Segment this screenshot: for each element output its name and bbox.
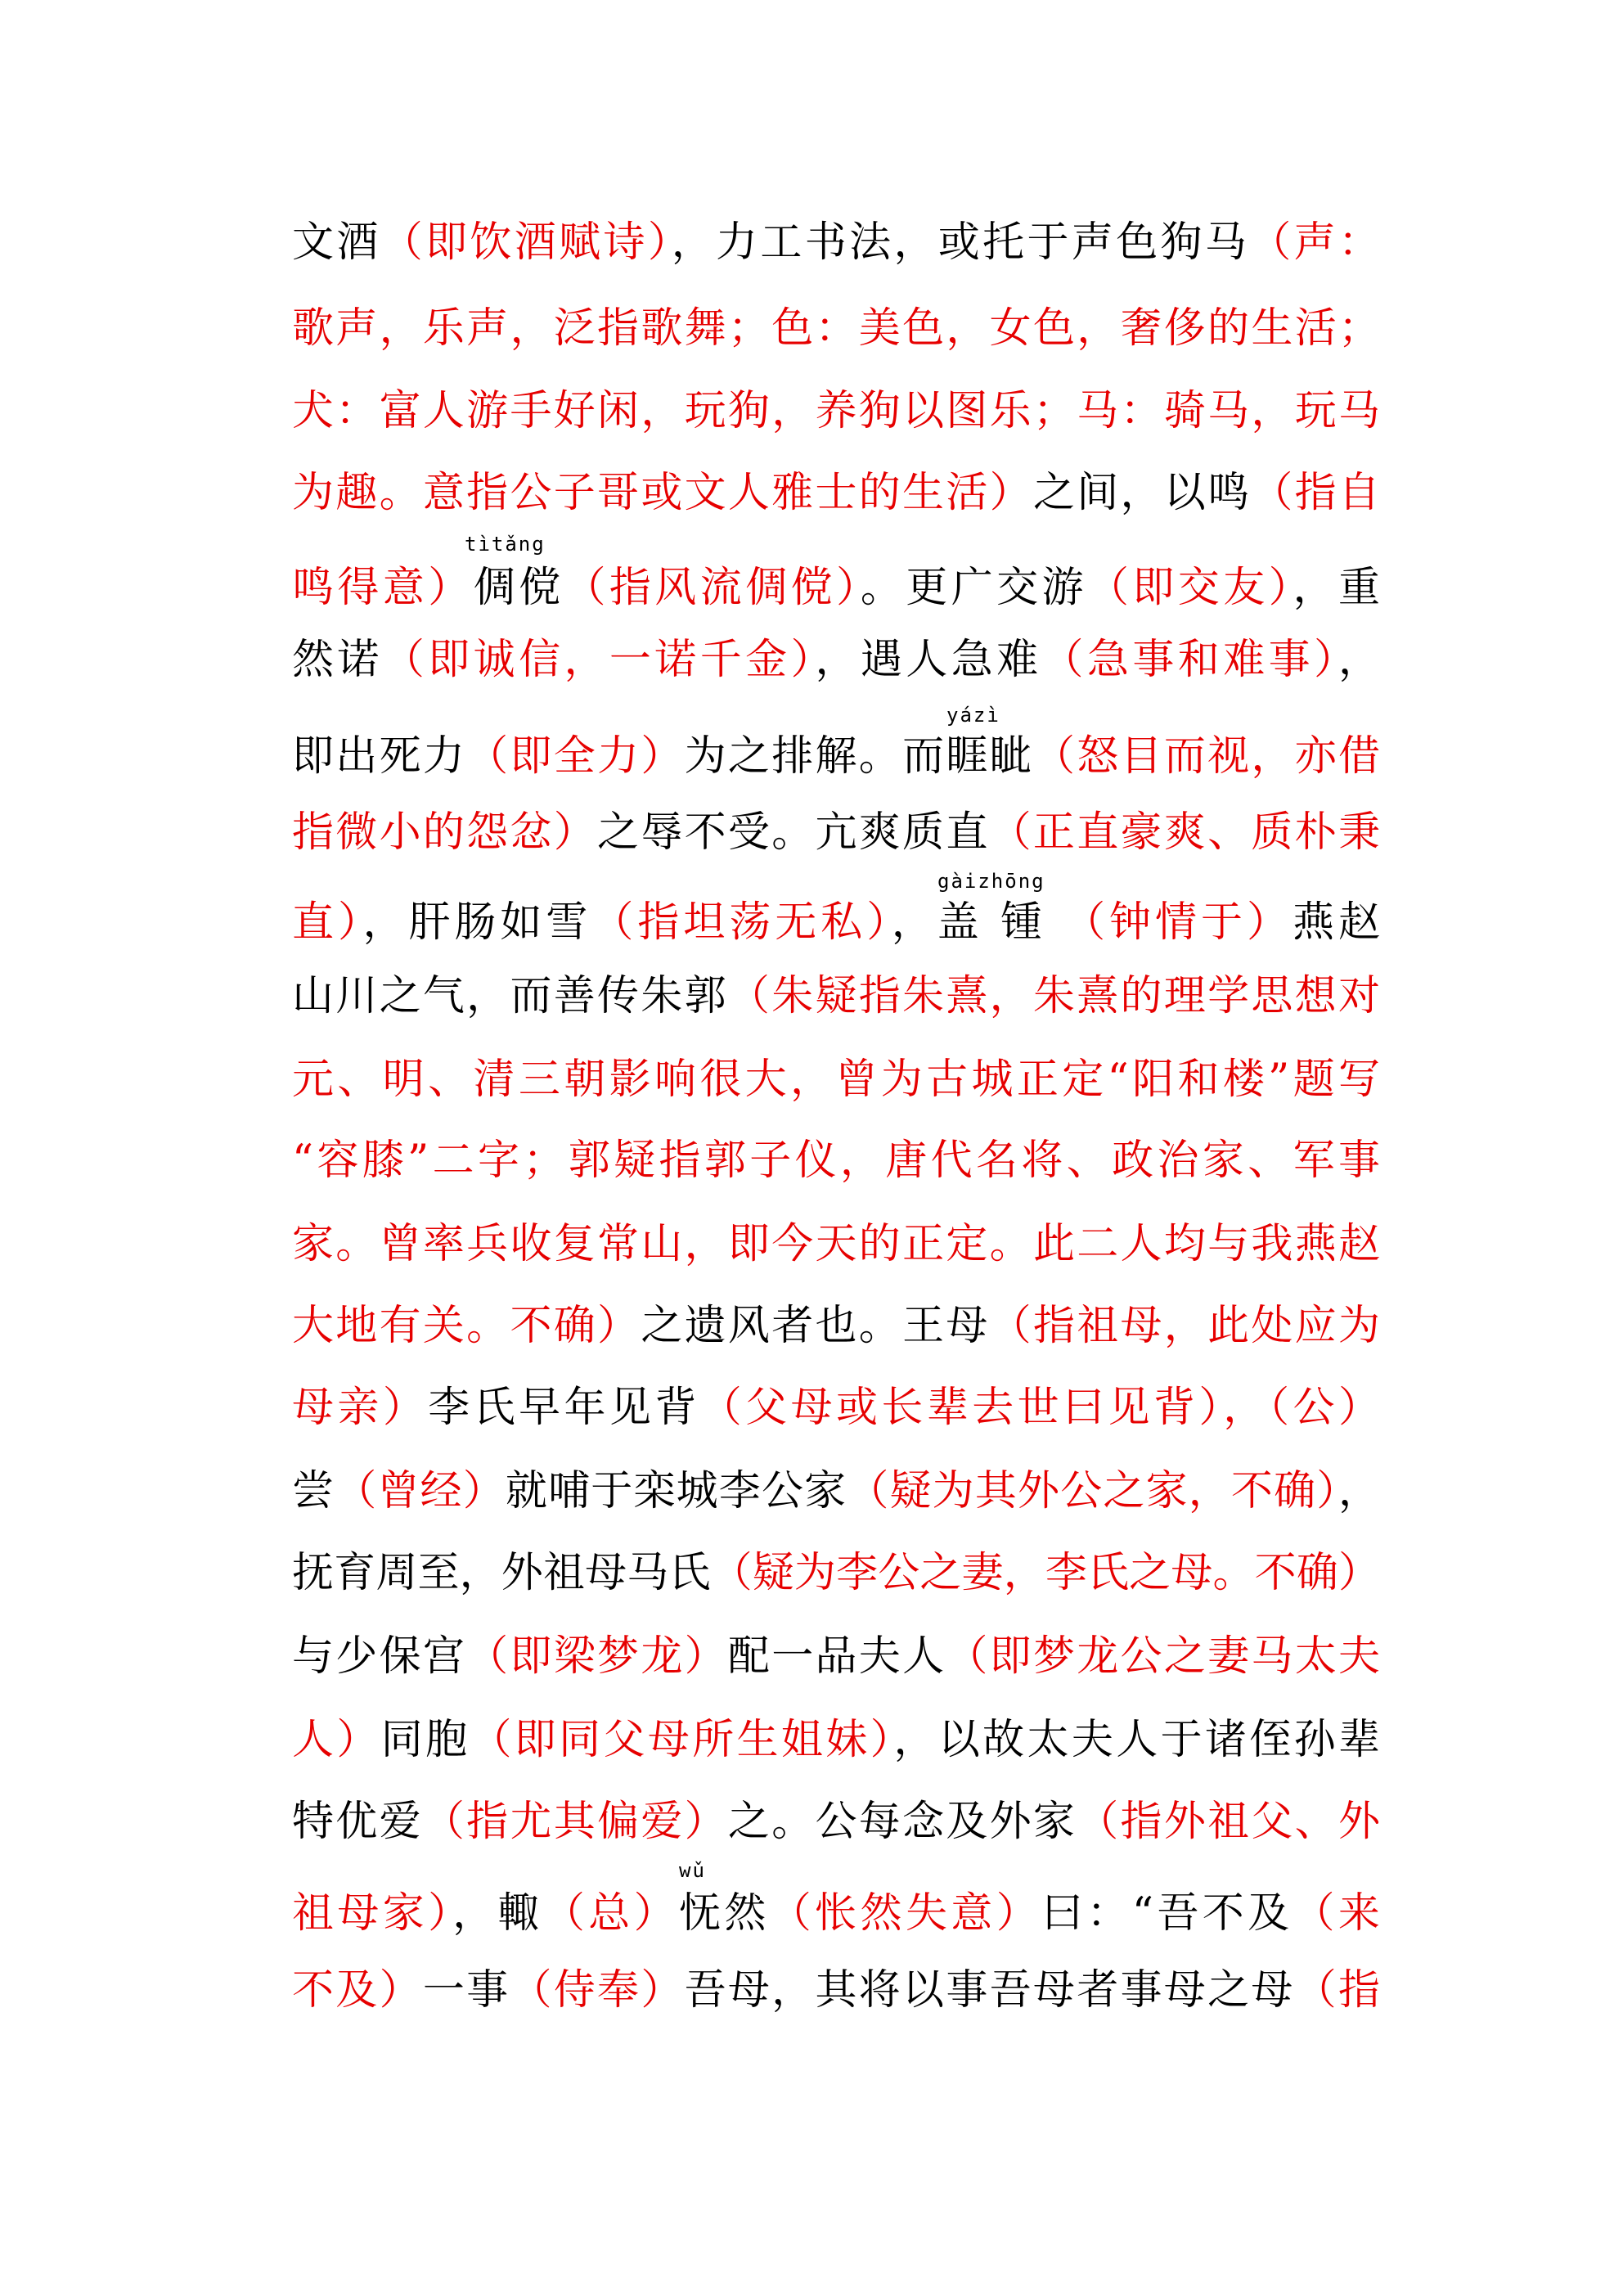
text-line bbox=[292, 300, 1380, 358]
annotation-text: 歌声，乐声，泛指歌舞；色：美色，女色，奢侈的生活； bbox=[292, 304, 1380, 353]
body-text: 吾母，其将以事吾母者事母之母 bbox=[684, 1966, 1295, 2015]
annotation-text: （即交友） bbox=[1086, 564, 1293, 612]
body-text: ，重 bbox=[1293, 564, 1380, 612]
body-text: 之辱不受。亢爽质直 bbox=[597, 808, 990, 857]
annotation-text: 人） bbox=[292, 1716, 381, 1764]
annotation-text: （指祖母，此处应为 bbox=[989, 1302, 1380, 1350]
annotation-text: 大地有关。不确） bbox=[292, 1302, 641, 1350]
text-line bbox=[292, 1463, 1380, 1520]
body-text: ，以故太夫人于诸侄孙辈 bbox=[893, 1716, 1380, 1764]
body-text: 特优爱 bbox=[292, 1798, 423, 1846]
pinyin-label: gàizhōng bbox=[937, 870, 1045, 893]
body-text: 尝 bbox=[292, 1467, 335, 1515]
text-line bbox=[292, 383, 1380, 440]
annotation-text: （总） bbox=[542, 1889, 680, 1938]
annotation-text: （即梦龙公之妻马太夫 bbox=[946, 1632, 1380, 1681]
text-line bbox=[292, 632, 1380, 689]
annotation-text: （即梁梦龙） bbox=[466, 1632, 728, 1681]
annotation-text: （指自 bbox=[1251, 469, 1380, 517]
annotation-text: “容膝”二字；郭疑指郭子仪，唐代名将、政治家、军事 bbox=[292, 1137, 1380, 1185]
annotation-text: （疑为李公之妻，李氏之母。不确） bbox=[710, 1549, 1380, 1597]
text-line bbox=[292, 1298, 1380, 1355]
annotation-text: 鸣得意） bbox=[292, 564, 474, 612]
text-line bbox=[292, 465, 1380, 522]
body-text: ， bbox=[1338, 636, 1380, 684]
annotation-text: （即饮酒赋诗） bbox=[380, 218, 672, 267]
text-line bbox=[292, 728, 1380, 786]
text-line bbox=[292, 968, 1380, 1025]
annotation-text: （侍奉） bbox=[510, 1966, 685, 2015]
annotation-text: （指尤其偏爱） bbox=[422, 1798, 728, 1846]
annotation-text: （急事和难事） bbox=[1041, 636, 1338, 684]
annotation-text: （指 bbox=[1294, 1966, 1380, 2015]
annotation-text: 为趣。意指公子哥或文人雅士的生活） bbox=[292, 469, 1033, 517]
body-text: 文酒 bbox=[292, 218, 381, 267]
annotation-text: （疑为其外公之家，不确） bbox=[847, 1467, 1338, 1515]
annotation-text: （钟情于） bbox=[1063, 898, 1293, 947]
text-line bbox=[292, 894, 1380, 952]
text-line bbox=[292, 1712, 1380, 1769]
annotation-text: （朱疑指朱熹，朱熹的理学思想对 bbox=[727, 972, 1380, 1020]
annotation-text: （怒目而视，亦借 bbox=[1032, 732, 1380, 781]
text-line bbox=[292, 1216, 1380, 1273]
annotation-text: （指坦荡无私） bbox=[591, 898, 892, 947]
annotation-text: （即同父母所生姐妹） bbox=[470, 1716, 894, 1764]
body-text: 同胞 bbox=[380, 1716, 470, 1764]
body-text: 山川之气，而善传朱郭 bbox=[292, 972, 728, 1020]
body-text: 抚育周至，外祖母马氏 bbox=[292, 1549, 711, 1597]
annotation-text: 元、明、清三朝影响很大，曾为古城正定“阳和楼”题写 bbox=[292, 1056, 1380, 1104]
pinyin-label: wǔ bbox=[679, 1859, 706, 1882]
body-text: 就哺于栾城李公家 bbox=[505, 1467, 847, 1515]
body-text: 曰：“吾不及 bbox=[1041, 1889, 1293, 1938]
body-text: ，盖 锺 bbox=[891, 898, 1064, 947]
body-text: 之。公每念及外家 bbox=[727, 1798, 1077, 1846]
annotation-text: 犬：富人游手好闲，玩狗，养狗以图乐；马：骑马，玩马 bbox=[292, 387, 1380, 435]
annotation-text: （正直豪爽、质朴秉 bbox=[989, 808, 1380, 857]
body-text: 燕赵 bbox=[1292, 898, 1380, 947]
annotation-text: （怅然失意） bbox=[769, 1889, 1042, 1938]
text-line bbox=[292, 1885, 1380, 1943]
annotation-text: 不及） bbox=[292, 1966, 423, 2015]
body-text: 。更广交游 bbox=[860, 564, 1087, 612]
text-line bbox=[292, 1794, 1380, 1851]
text-line bbox=[292, 560, 1380, 617]
body-text: 之间，以鸣 bbox=[1032, 469, 1252, 517]
annotation-text: 直） bbox=[292, 898, 363, 947]
text-line bbox=[292, 214, 1380, 272]
body-text: 与少保宫 bbox=[292, 1632, 467, 1681]
body-text: ，力工书法，或托于声色狗马 bbox=[671, 218, 1250, 267]
text-line bbox=[292, 1132, 1380, 1190]
body-text: ，輙 bbox=[452, 1889, 543, 1938]
pinyin-label: yázì bbox=[946, 704, 1000, 727]
pinyin-label: tìtǎng bbox=[465, 533, 546, 556]
annotation-text: （指外祖父、外 bbox=[1077, 1798, 1380, 1846]
annotation-text: 祖母家） bbox=[292, 1889, 453, 1938]
annotation-text: 家。曾率兵收复常山，即今天的正定。此二人均与我燕赵 bbox=[292, 1220, 1380, 1268]
body-text: 配一品夫人 bbox=[727, 1632, 946, 1681]
body-text: 即出死力 bbox=[292, 732, 467, 781]
annotation-text: （曾经） bbox=[335, 1467, 506, 1515]
text-line bbox=[292, 1051, 1380, 1109]
annotation-text: （即全力） bbox=[466, 732, 685, 781]
body-text: ，遇人急难 bbox=[815, 636, 1042, 684]
annotation-text: 指微小的怨忿） bbox=[292, 808, 598, 857]
body-text: 然诺 bbox=[292, 636, 383, 684]
body-text: 之遗风者也。王母 bbox=[641, 1302, 990, 1350]
body-text: 李氏早年见背 bbox=[428, 1384, 700, 1432]
body-text: 为之排解。而睚眦 bbox=[684, 732, 1033, 781]
text-line bbox=[292, 1545, 1380, 1602]
annotation-text: （指风流倜傥） bbox=[564, 564, 861, 612]
body-text: 倜傥 bbox=[473, 564, 564, 612]
text-line bbox=[292, 1962, 1380, 2019]
annotation-text: （即诚信，一诺千金） bbox=[382, 636, 816, 684]
annotation-text: （父母或长辈去世曰见背），（公） bbox=[699, 1384, 1380, 1432]
annotation-text: （声： bbox=[1249, 218, 1380, 267]
body-text: 怃然 bbox=[679, 1889, 770, 1938]
body-text: ， bbox=[1338, 1467, 1380, 1515]
body-text: ，肝肠如雪 bbox=[362, 898, 592, 947]
annotation-text: 母亲） bbox=[292, 1384, 429, 1432]
body-text: 一事 bbox=[422, 1966, 510, 2015]
text-line bbox=[292, 1380, 1380, 1437]
text-line bbox=[292, 1628, 1380, 1686]
annotation-text: （来 bbox=[1293, 1889, 1380, 1938]
text-line bbox=[292, 804, 1380, 862]
